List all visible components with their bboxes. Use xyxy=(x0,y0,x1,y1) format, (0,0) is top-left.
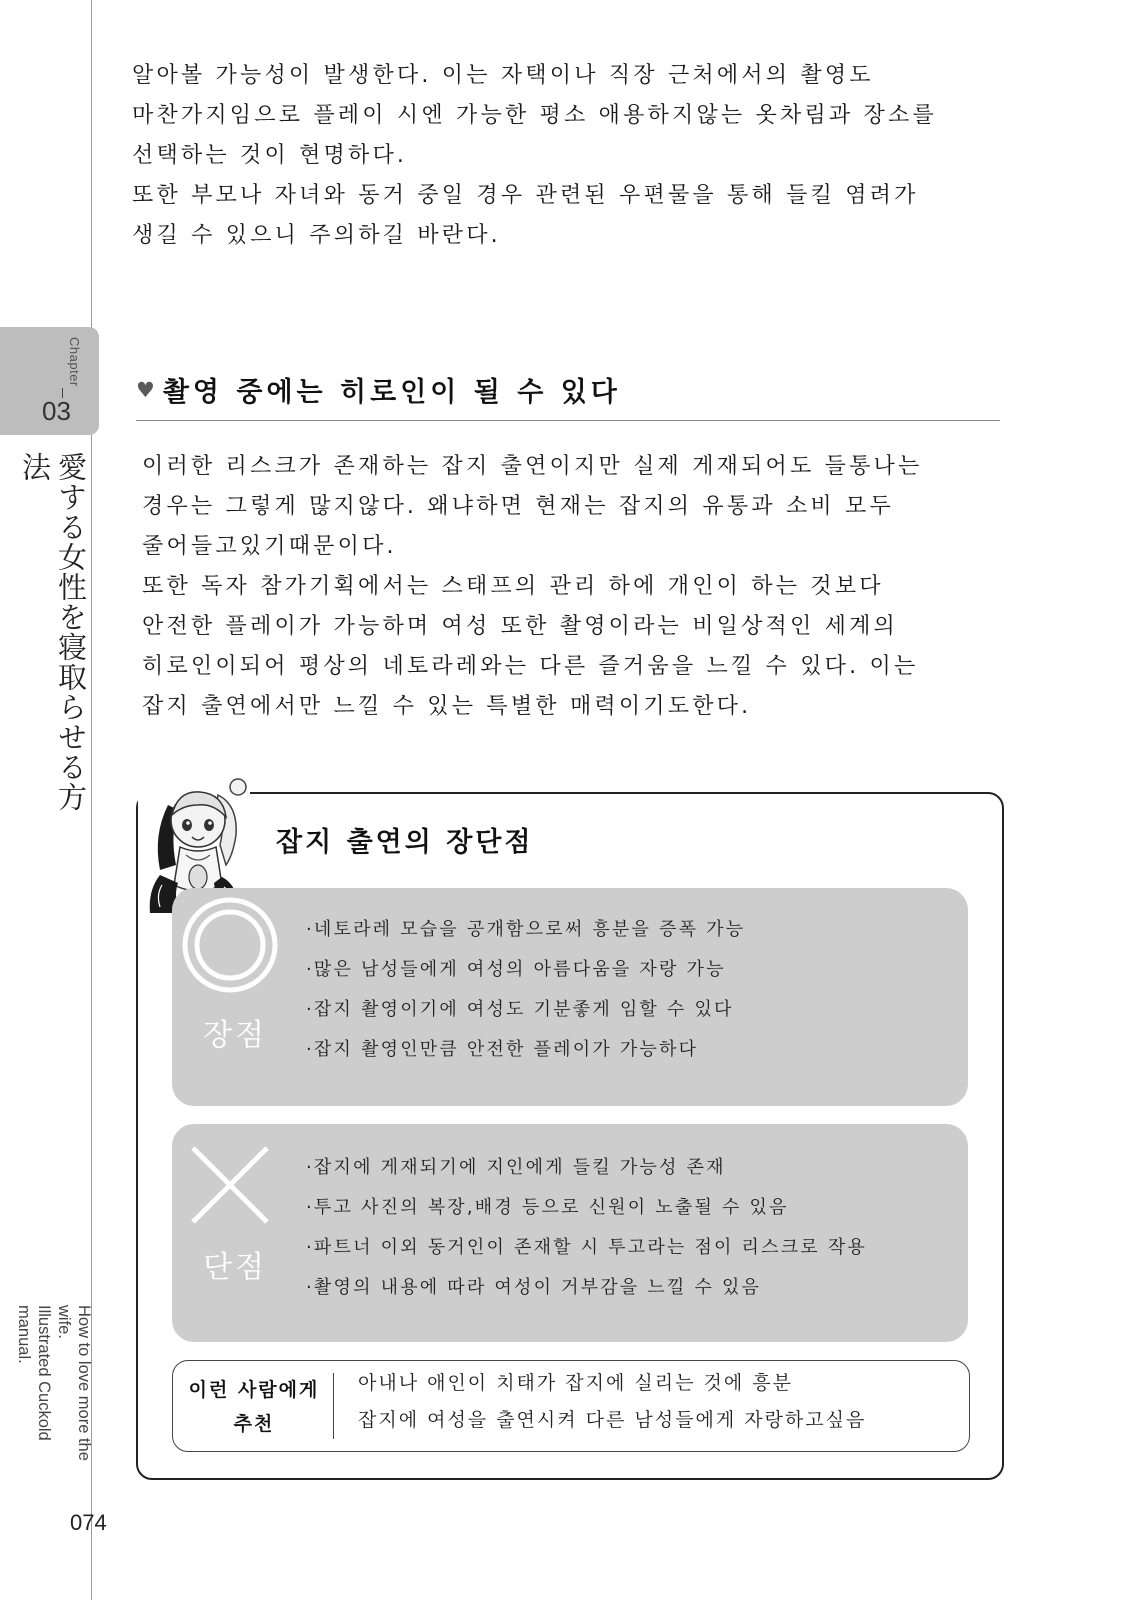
english-title-line: Illustrated Cuckold manual. xyxy=(15,1305,53,1441)
list-item: ·잡지 촬영인만큼 안전한 플레이가 가능하다 xyxy=(306,1039,699,1060)
text-line: 생길 수 있으니 주의하길 바란다. xyxy=(132,223,501,248)
heart-icon: ♥ xyxy=(136,377,155,402)
book-title-japanese: 愛する女性を寝取らせる方法 xyxy=(18,452,88,812)
text-line: 이러한 리스크가 존재하는 잡지 출연이지만 실제 게재되어도 들통나는 xyxy=(142,454,923,479)
circle-icon xyxy=(181,896,279,994)
list-item: 아내나 애인이 치태가 잡지에 실리는 것에 흥분 xyxy=(358,1372,793,1394)
book-title-english xyxy=(15,1305,94,1477)
list-item: ·촬영의 내용에 따라 여성이 거부감을 느낄 수 있음 xyxy=(306,1277,762,1298)
pros-label: 장점 xyxy=(203,1018,267,1053)
chapter-number: 03 xyxy=(42,396,71,426)
list-item: ·잡지 촬영이기에 여성도 기분좋게 임할 수 있다 xyxy=(306,999,734,1020)
english-title-line: How to love more the wife. xyxy=(55,1305,93,1461)
cross-icon xyxy=(181,1136,279,1234)
list-item: ·네토라레 모습을 공개함으로써 흥분을 증폭 가능 xyxy=(306,919,746,940)
page-number: 074 xyxy=(70,1510,107,1535)
text-line: 선택하는 것이 현명하다. xyxy=(132,143,408,168)
heading-underline xyxy=(136,420,1000,421)
cons-list xyxy=(306,1148,867,1308)
section-heading-text: 촬영 중에는 히로인이 될 수 있다 xyxy=(162,377,621,408)
text-line: 히로인이되어 평상의 네토라레와는 다른 즐거움을 느낄 수 있다. 이는 xyxy=(142,654,919,679)
list-item: ·투고 사진의 복장,배경 등으로 신원이 노출될 수 있음 xyxy=(306,1197,789,1218)
text-line: 알아볼 가능성이 발생한다. 이는 자택이나 직장 근처에서의 촬영도 xyxy=(132,63,874,88)
text-line: 안전한 플레이가 가능하며 여성 또한 촬영이라는 비일상적인 세계의 xyxy=(142,614,899,639)
section-heading xyxy=(136,370,621,409)
text-line: 줄어들고있기때문이다. xyxy=(142,534,397,559)
text-line: 마찬가지임으로 플레이 시엔 가능한 평소 애용하지않는 옷차림과 장소를 xyxy=(132,103,937,128)
cons-label: 단점 xyxy=(203,1250,267,1285)
text-line: 경우는 그렇게 많지않다. 왜냐하면 현재는 잡지의 유통과 소비 모두 xyxy=(142,494,894,519)
recommendation-label-line: 이런 사람에게 xyxy=(188,1379,320,1401)
list-item: ·잡지에 게재되기에 지인에게 들킬 가능성 존재 xyxy=(306,1157,726,1178)
text-line: 또한 부모나 자녀와 동거 중일 경우 관련된 우편물을 통해 들킬 염려가 xyxy=(132,183,919,208)
section-paragraph xyxy=(142,447,922,727)
list-item: ·많은 남성들에게 여성의 아름다움을 자랑 가능 xyxy=(306,959,726,980)
recommendation-list xyxy=(358,1365,866,1439)
pros-list xyxy=(306,910,745,1070)
recommendation-label xyxy=(182,1373,326,1441)
chapter-label: Chapter xyxy=(67,337,82,387)
list-item: ·파트너 이외 동거인이 존재할 시 투고라는 점이 리스크로 작용 xyxy=(306,1237,867,1258)
text-line: 또한 독자 참가기획에서는 스태프의 관리 하에 개인이 하는 것보다 xyxy=(142,574,884,599)
recommendation-label-line: 추천 xyxy=(233,1413,275,1435)
list-item: 잡지에 여성을 출연시켜 다른 남성들에게 자랑하고싶음 xyxy=(358,1409,867,1431)
text-line: 잡지 출연에서만 느낄 수 있는 특별한 매력이기도한다. xyxy=(142,694,752,719)
intro-paragraph xyxy=(132,56,937,256)
summary-box-title: 잡지 출연의 장단점 xyxy=(276,827,534,858)
recommendation-divider xyxy=(333,1373,334,1439)
